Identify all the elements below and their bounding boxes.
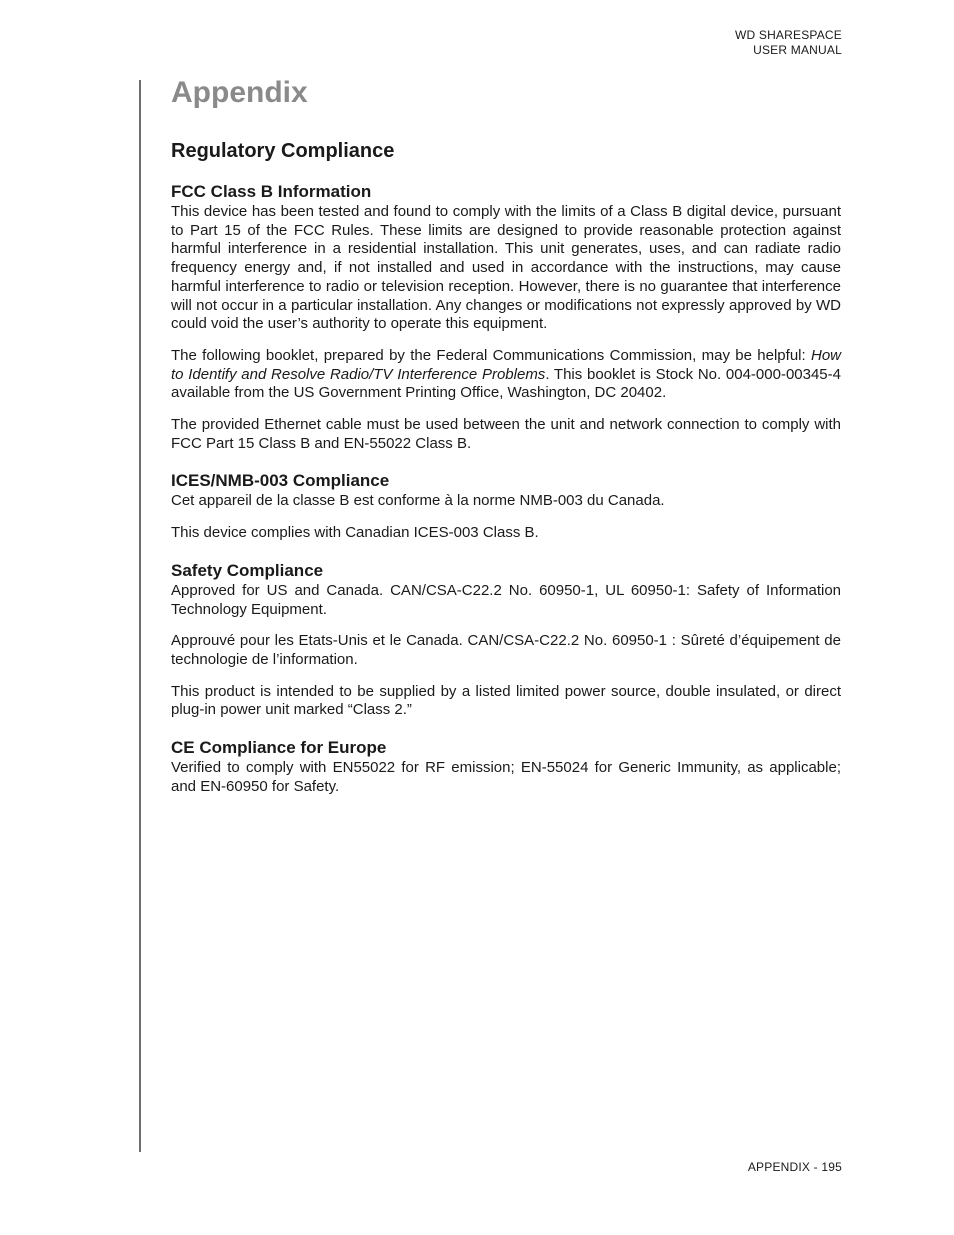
fcc-paragraph-2-tail: . This booklet is Stock No. 004-000-00345-4 available from the US Government Printing Office, Washington, DC 20402. [171,365,841,402]
ices-heading: ICES/NMB-003 Compliance [171,471,390,491]
fcc-paragraph-2 [171,347,841,403]
booklet-title: How to Identify and Resolve Radio/TV Interference Problems [171,346,841,383]
left-margin-rule [139,80,141,1152]
safety-paragraph-1: Approved for US and Canada. CAN/CSA-C22.2 No. 60950-1, UL 60950-1: Safety of Information Technology Equipment. [171,581,841,618]
fcc-paragraph-2-lead: The following booklet, prepared by the Federal Communications Commission, may be helpful: [171,346,811,364]
header-product-name: WD SHARESPACE [734,28,842,42]
header-document-name: USER MANUAL [753,43,842,57]
page-title: Appendix [171,76,308,109]
safety-paragraph-2: Approuvé pour les Etats-Unis et le Canada. CAN/CSA-C22.2 No. 60950-1 : Sûreté d’équipement de technologie de l’information. [171,632,841,668]
ce-heading: CE Compliance for Europe [171,738,387,758]
ices-paragraph-1: Cet appareil de la classe B est conforme à la norme NMB-003 du Canada. [171,492,665,510]
running-header [735,28,842,58]
ices-paragraph-2: This device complies with Canadian ICES-003 Class B. [171,524,539,542]
page-footer: APPENDIX - 195 [747,1160,842,1174]
section-title: Regulatory Compliance [171,140,395,162]
fcc-paragraph-1: This device has been tested and found to comply with the limits of a Class B digital device, pursuant to Part 15 of the FCC Rules. These limits are designed to provide reasonable protection against harmful interference in a residential installation. This unit generates, uses, and can radiate radio frequency energy and, if not installed and used in accordance with the instructions, may cause harmful interference to radio or television reception. However, there is no guarantee that interference will not occur in a particular installation. Any changes or modifications not expressly approved by WD could void the user’s authority to operate this equipment. [171,203,841,333]
ce-paragraph-1: Verified to comply with EN55022 for RF emission; EN-55024 for Generic Immunity, as applicable; and EN-60950 for Safety. [171,759,841,795]
safety-paragraph-3: This product is intended to be supplied by a listed limited power source, double insulated, or direct plug-in power unit marked “Class 2.” [171,682,841,719]
fcc-heading: FCC Class B Information [171,182,372,201]
safety-heading: Safety Compliance [171,560,324,580]
page-content [171,72,841,809]
fcc-paragraph-3: The provided Ethernet cable must be used between the unit and network connection to comply with FCC Part 15 Class B and EN-55022 Class B. [171,416,841,452]
